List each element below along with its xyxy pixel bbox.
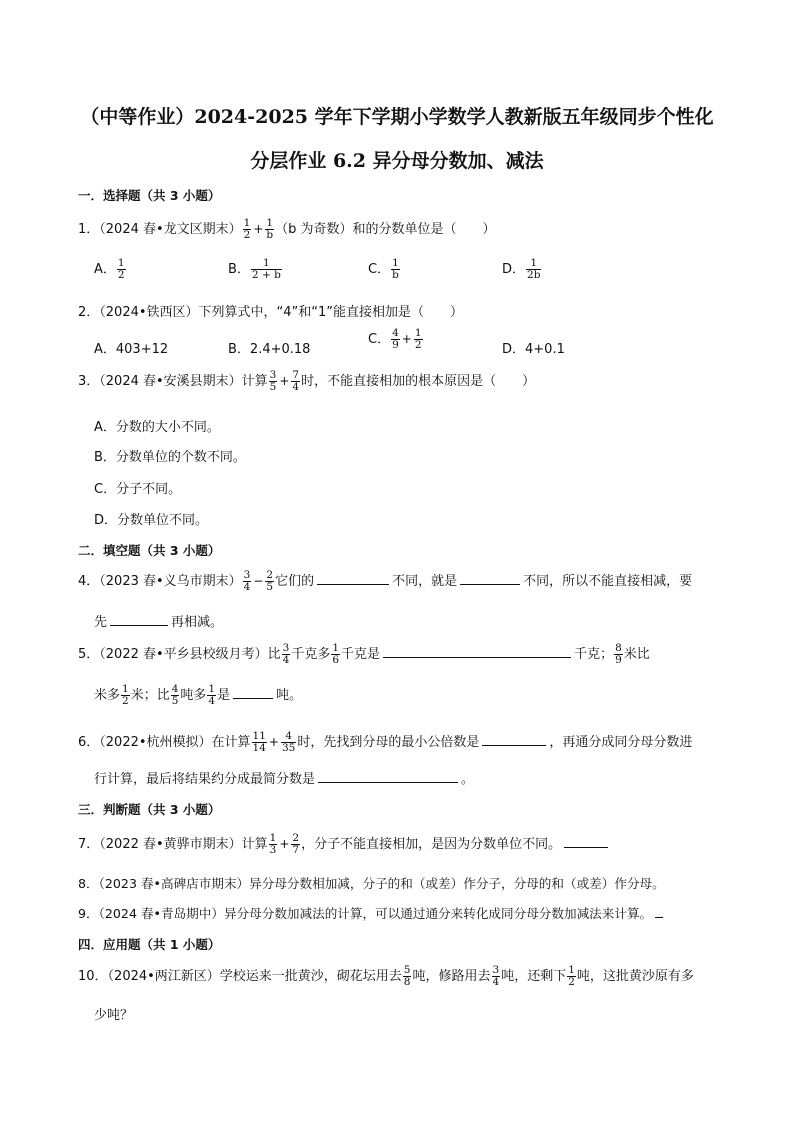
question-3: 3．（2024 春•安溪县期末）计算 $\frac{3}{5}$ + $\frac{7}{4}$ 时，不能直接相加的根本原因是（ ）: [78, 369, 536, 393]
q1-option-d[interactable]: D． $\frac{1}{2b}$: [502, 257, 541, 281]
q6-blank-2[interactable]: [318, 770, 458, 783]
q2-option-d[interactable]: D．4+0.1: [502, 342, 565, 357]
q1-fraction-2: $\frac{1}{b}$: [266, 217, 274, 241]
q1-prefix: 1．（2024 春•龙文区期末）: [78, 222, 242, 237]
question-5-line-2: 米多 $\frac{1}{2}$ 米；比 $\frac{4}{5}$ 吨多 $\frac{1}{4}$ 是 吨。: [94, 683, 303, 707]
question-9: 9．（2024 春•青岛期中）异分母分数加减法的计算，可以通过通分来转化成同分母分数加减法来计算。: [78, 903, 666, 922]
q1-fraction-1: $\frac{1}{2}$: [243, 217, 251, 241]
section-heading-choice: 一．选择题（共 3 小题）: [78, 188, 221, 203]
section-heading-application: 四．应用题（共 1 小题）: [78, 937, 221, 952]
q3-option-b[interactable]: B．分数单位的个数不同。: [94, 450, 246, 465]
q6-blank-1[interactable]: [482, 733, 546, 746]
q2-option-c[interactable]: C． $\frac{4}{9}$ + $\frac{1}{2}$: [368, 327, 422, 351]
question-6-line-2: 行计算，最后将结果约分成最简分数是 。: [94, 772, 475, 787]
q3-option-c[interactable]: C．分子不同。: [94, 482, 182, 497]
q4-blank-2[interactable]: [460, 572, 520, 585]
q1-option-a[interactable]: A． $\frac{1}{2}$: [94, 257, 125, 281]
q4-blank-3[interactable]: [110, 613, 168, 626]
q7-blank[interactable]: [564, 835, 608, 848]
section-heading-judge: 三．判断题（共 3 小题）: [78, 802, 221, 817]
question-4: 4．（2023 春•义乌市期末） $\frac{3}{4}$ − $\frac{2}{5}$ 它们的 不同，就是 不同，所以不能直接相减，要: [78, 569, 693, 593]
q3-option-a[interactable]: A．分数的大小不同。: [94, 420, 220, 435]
question-4-line-2: 先 再相减。: [94, 615, 224, 630]
question-8: 8．（2023 春•高碑店市期末）异分母分数相加减，分子的和（或差）作分子，分母的和（或差）作分母。: [78, 876, 665, 891]
q5-blank-2[interactable]: [233, 686, 273, 699]
question-10: 10．（2024•两江新区）学校运来一批黄沙，砌花坛用去 $\frac{5}{8}$ 吨，修路用去 $\frac{3}{4}$ 吨，还剩下 $\frac{1}{2}$ 吨，这批黄沙原有多: [78, 964, 694, 988]
q2-option-b[interactable]: B．2.4+0.18: [228, 342, 311, 357]
question-6: 6．（2022•杭州模拟）在计算 $\frac{11}{14}$ + $\frac{4}{35}$ 时，先找到分母的最小公倍数是 ，再通分成同分母分数进: [78, 730, 693, 754]
q5-blank-1[interactable]: [383, 645, 571, 658]
question-2: 2．（2024•铁西区）下列算式中，“4”和“1”能直接相加是（ ）: [78, 305, 464, 320]
question-7: 7．（2022 春•黄骅市期末）计算 $\frac{1}{3}$ + $\frac{2}{7}$ ，分子不能直接相加，是因为分数单位不同。: [78, 833, 611, 856]
question-10-line-2: 少吨？: [94, 1008, 134, 1023]
q2-option-a[interactable]: A．403+12: [94, 342, 169, 357]
q1-text: （b 为奇数）和的分数单位是（ ）: [275, 222, 496, 237]
q1-option-c[interactable]: C． $\frac{1}{b}$: [368, 257, 399, 281]
page-title-line-2: 分层作业 6.2 异分母分数加、减法: [250, 150, 544, 172]
page-title-line-1: （中等作业）2024-2025 学年下学期小学数学人教新版五年级同步个性化: [80, 106, 714, 128]
q1-option-b[interactable]: B． $\frac{1}{2 + b}$: [228, 257, 281, 281]
question-1: 1．（2024 春•龙文区期末） $\frac{1}{2}$ + $\frac{1}{b}$ （b 为奇数）和的分数单位是（ ）: [78, 217, 496, 241]
section-heading-fill: 二．填空题（共 3 小题）: [78, 543, 221, 558]
q4-blank-1[interactable]: [317, 572, 389, 585]
q9-blank[interactable]: [655, 905, 663, 918]
question-5: 5．（2022 春•平乡县校级月考）比 $\frac{3}{4}$ 千克多 $\frac{1}{6}$ 千克是 千克； $\frac{8}{9}$ 米比: [78, 642, 650, 666]
q3-option-d[interactable]: D．分数单位不同。: [94, 513, 209, 528]
